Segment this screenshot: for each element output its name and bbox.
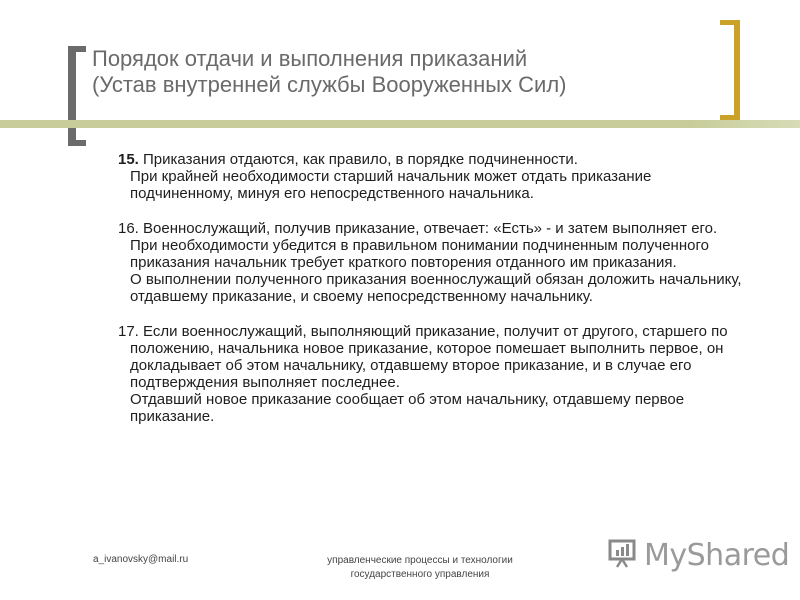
paragraph-15-number: 15. [118,151,139,168]
footer-email: a_ivanovsky@mail.ru [93,554,189,565]
slide-title [92,46,702,98]
footer-center-line-2: государственного управления [350,569,490,580]
footer-center-text [305,554,535,582]
title-line-1: Порядок отдачи и выполнения приказаний [92,46,528,71]
title-divider-bar [0,120,800,128]
left-bracket-decoration [68,46,86,146]
paragraph-15 [118,151,758,168]
paragraph-17-sub: Отдавший новое приказание сообщает об этом начальнику, отдавшему первое приказание. [130,391,685,425]
footer-center-line-1: управленческие процессы и технологии [327,555,513,566]
paragraph-15-text: Приказания отдаются, как правило, в порядке подчиненности. [138,151,578,168]
paragraph-16-sub-1: При необходимости убедится в правильном понимании подчиненным полученного приказания начальник требует краткого повторения отданного им приказания. [130,237,709,271]
myshared-logo [604,536,790,576]
paragraph-15-sub: При крайней необходимости старший начальник может отдать приказание подчиненному, минуя его непосредственного начальника. [130,168,652,202]
logo-text: MyShared [644,538,790,573]
slide-body [118,151,758,425]
right-bracket-decoration [720,20,740,120]
presentation-board-icon [608,538,638,568]
title-line-2: (Устав внутренней службы Вооруженных Сил) [92,72,567,97]
paragraph-16: 16. Военнослужащий, получив приказание, отвечает: «Есть» - и затем выполняет его. [118,220,718,237]
paragraph-16-sub-2: О выполнении полученного приказания военнослужащий обязан доложить начальнику, отдавшему приказание, и своему непосредственному начальнику. [130,271,742,305]
paragraph-17: 17. Если военнослужащий, выполняющий приказание, получит от другого, старшего по положению, начальника новое приказание, которое помешает выполнить первое, он докладывает об этом начальнику, отдавшему второе приказание, и в случае его подтверждения выполняет последнее. [118,323,728,391]
